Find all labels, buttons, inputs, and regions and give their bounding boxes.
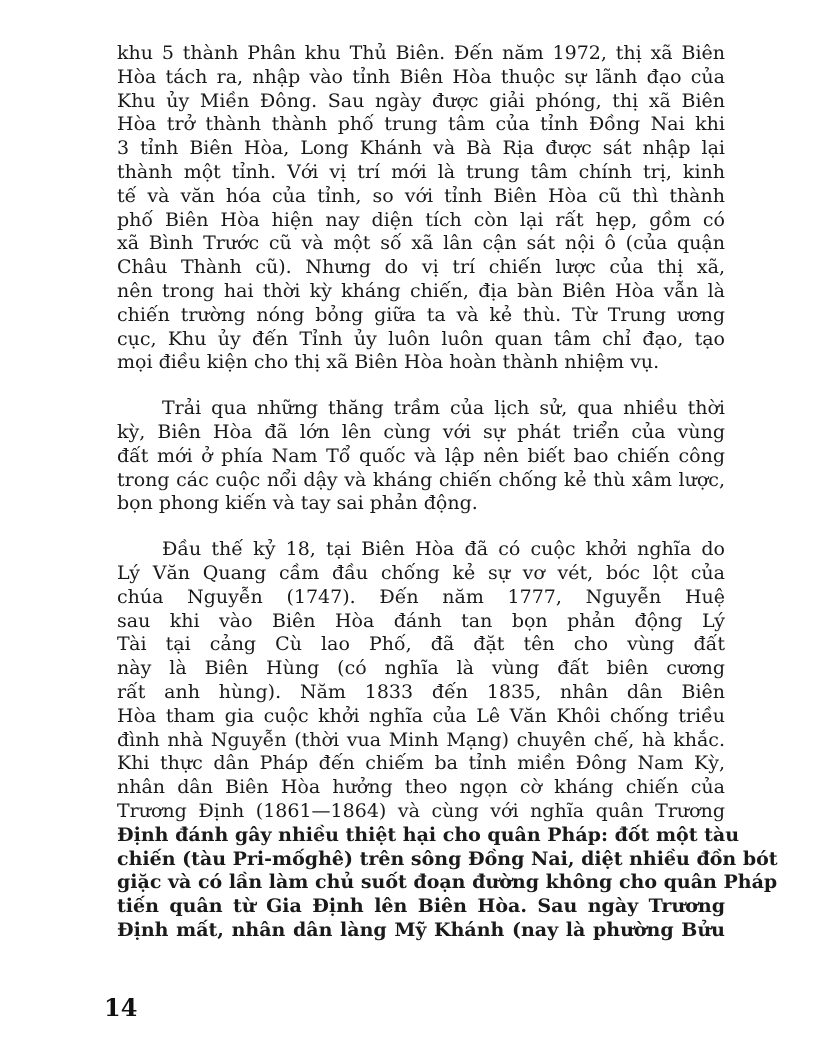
text-line: Khi thực dân Pháp đến chiếm ba tỉnh miền Đông Nam Kỳ,: [117, 752, 725, 775]
text-line: Định mất, nhân dân làng Mỹ Khánh (nay là phường Bửu: [117, 918, 725, 941]
paragraph-gap: [117, 375, 725, 397]
text-line: bọn phong kiến và tay sai phản động.: [117, 492, 478, 515]
text-line: tiến quân từ Gia Định lên Biên Hòa. Sau ngày Trương: [117, 895, 725, 918]
text-line: Hòa trở thành thành phố trung tâm của tỉnh Đồng Nai khi: [117, 113, 725, 136]
text-line: này là Biên Hùng (có nghĩa là vùng đất biên cương: [117, 657, 725, 680]
text-line: khu 5 thành Phân khu Thủ Biên. Đến năm 1972, thị xã Biên: [117, 42, 725, 64]
text-line: rất anh hùng). Năm 1833 đến 1835, nhân dân Biên: [117, 680, 725, 703]
page-number: 14: [104, 993, 138, 1022]
text-line: giặc và có lần làm chủ suốt đoạn đường không cho quân Pháp: [117, 871, 778, 894]
text-line: đình nhà Nguyễn (thời vua Minh Mạng) chuyên chế, hà khắc.: [117, 728, 725, 751]
text-line: chúa Nguyễn (1747). Đến năm 1777, Nguyễn Huệ: [117, 585, 725, 608]
text-line: Định đánh gây nhiều thiệt hại cho quân Pháp: đốt một tàu: [117, 823, 740, 846]
text-line: Châu Thành cũ). Nhưng do vị trí chiến lược của thị xã,: [117, 256, 725, 279]
paragraph-3: [117, 538, 778, 943]
text-line: thành một tỉnh. Với vị trí mới là trung tâm chính trị, kinh: [117, 160, 725, 183]
text-line: Khu ủy Miền Đông. Sau ngày được giải phóng, thị xã Biên: [117, 89, 725, 112]
text-line: Hòa tách ra, nhập vào tỉnh Biên Hòa thuộc sự lãnh đạo của: [117, 65, 725, 88]
text-line: nên trong hai thời kỳ kháng chiến, địa bàn Biên Hòa vẫn là: [117, 279, 725, 302]
text-line: chiến (tàu Pri-mốghê) trên sông Đồng Nai, diệt nhiều đồn bót: [117, 847, 778, 870]
text-line: phố Biên Hòa hiện nay diện tích còn lại rất hẹp, gồm có: [117, 208, 725, 231]
text-line: Trải qua những thăng trầm của lịch sử, qua nhiều thời: [162, 397, 725, 420]
text-line: xã Bình Trước cũ và một số xã lân cận sát nội ô (của quận: [117, 232, 725, 255]
body-text: [117, 42, 778, 943]
text-line: Lý Văn Quang cầm đầu chống kẻ sự vơ vét, bóc lột của: [117, 561, 725, 584]
text-line: trong các cuộc nổi dậy và kháng chiến chống kẻ thù xâm lược,: [117, 468, 725, 491]
text-line: chiến trường nóng bỏng giữa ta và kẻ thù. Từ Trung ương: [117, 303, 725, 326]
text-line: nhân dân Biên Hòa hưởng theo ngọn cờ kháng chiến của: [117, 776, 725, 799]
text-line: mọi điều kiện cho thị xã Biên Hòa hoàn thành nhiệm vụ.: [117, 351, 660, 374]
text-line: kỳ, Biên Hòa đã lớn lên cùng với sự phát triển của vùng: [117, 420, 725, 443]
paragraph-1: [117, 42, 725, 375]
text-line: Đầu thế kỷ 18, tại Biên Hòa đã có cuộc khởi nghĩa do: [162, 538, 725, 561]
text-line: Trương Định (1861—1864) và cùng với nghĩa quân Trương: [117, 799, 725, 822]
text-line: tế và văn hóa của tỉnh, so với tỉnh Biên Hòa cũ thì thành: [117, 184, 725, 207]
text-line: cục, Khu ủy đến Tỉnh ủy luôn luôn quan tâm chỉ đạo, tạo: [117, 327, 725, 350]
text-line: Hòa tham gia cuộc khởi nghĩa của Lê Văn Khôi chống triều: [117, 704, 725, 727]
paragraph-gap: [117, 516, 725, 538]
text-line: đất mới ở phía Nam Tổ quốc và lập nên biết bao chiến công: [117, 444, 725, 467]
text-line: 3 tỉnh Biên Hòa, Long Khánh và Bà Rịa được sát nhập lại: [117, 137, 725, 160]
text-line: Tài tại cảng Cù lao Phố, đã đặt tên cho vùng đất: [117, 633, 725, 656]
paragraph-2: [117, 397, 725, 516]
text-line: sau khi vào Biên Hòa đánh tan bọn phản động Lý: [117, 609, 725, 632]
